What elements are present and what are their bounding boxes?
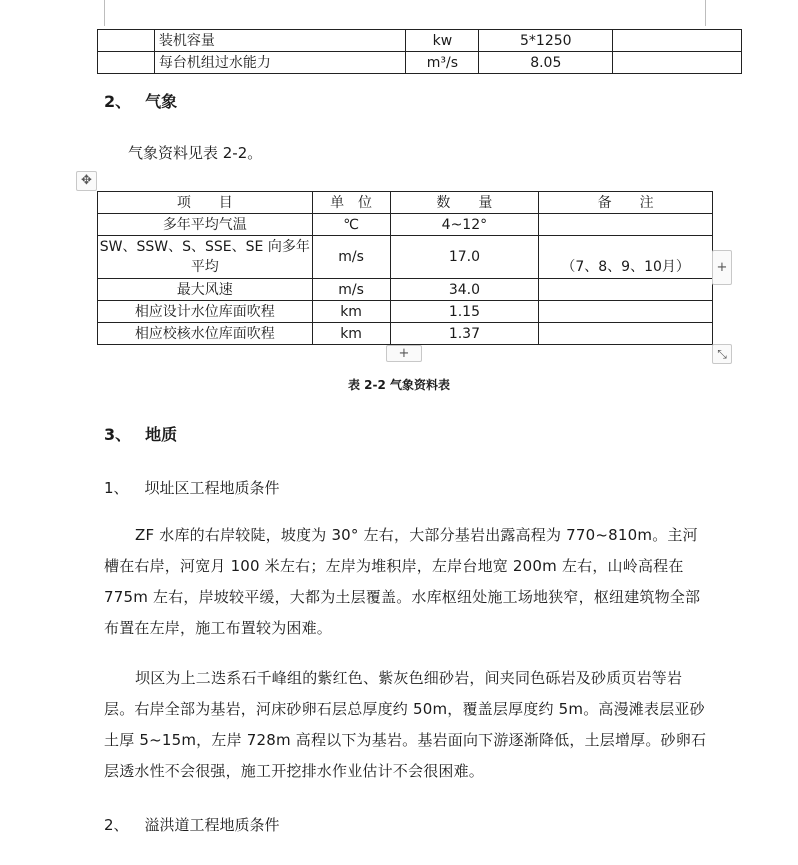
header-unit: 单 位: [312, 192, 390, 214]
margin-mark-left: [104, 0, 105, 26]
table-cell-value: 5*1250: [479, 30, 613, 52]
table-cell-note: [539, 279, 713, 301]
table-cell-value: 4~12°: [390, 214, 539, 236]
subheading-dam-site: [104, 477, 280, 498]
table-cell-item: 装机容量: [154, 30, 406, 52]
table-cell-unit: km: [312, 301, 390, 323]
table-cell-item: 相应校核水位库面吹程: [98, 323, 313, 345]
table-row: [98, 323, 713, 345]
table-cell-value: 17.0: [390, 236, 539, 279]
table-cell-value: 8.05: [479, 52, 613, 74]
section-heading-geology: [104, 422, 177, 445]
section-title: 地质: [145, 425, 178, 444]
table-row: [98, 301, 713, 323]
table-row: [98, 52, 742, 74]
table-row: [98, 279, 713, 301]
section-heading-climate: [104, 89, 177, 112]
table-cell-unit: kw: [406, 30, 479, 52]
table-cell-unit: km: [312, 323, 390, 345]
add-column-button[interactable]: +: [712, 250, 732, 285]
header-item: 项 目: [98, 192, 313, 214]
section-number: 3、: [104, 425, 132, 444]
table-caption: 表 2-2 气象资料表: [347, 378, 451, 392]
climate-table: [97, 191, 713, 345]
table-cell-item: SW、SSW、S、SSE、SE 向多年平均: [98, 236, 313, 279]
subheading-spillway: [104, 814, 280, 835]
table-cell-unit: m³/s: [406, 52, 479, 74]
add-row-button[interactable]: +: [386, 345, 422, 362]
subheading-number: 2、: [104, 816, 129, 834]
climate-intro-text: 气象资料见表 2-2。: [128, 144, 263, 162]
table-cell-note: （7、8、9、10月）: [539, 236, 713, 279]
table-move-handle-icon[interactable]: ✥: [76, 171, 97, 191]
section-title: 气象: [145, 92, 178, 111]
table-cell-item: 多年平均气温: [98, 214, 313, 236]
table-cell-note: [539, 323, 713, 345]
table-resize-handle-icon[interactable]: ⤡: [712, 344, 732, 364]
table-cell-note: [613, 30, 742, 52]
table-cell-item: 相应设计水位库面吹程: [98, 301, 313, 323]
table-cell-item: 最大风速: [98, 279, 313, 301]
table-row: [98, 30, 742, 52]
table-cell-unit: m/s: [312, 279, 390, 301]
table-header-row: [98, 192, 713, 214]
table-row: [98, 236, 713, 279]
table-cell-item: 每台机组过水能力: [154, 52, 406, 74]
table-cell-note: [539, 214, 713, 236]
table-cell-value: 34.0: [390, 279, 539, 301]
paragraph-strata: 坝区为上二迭系石千峰组的紫红色、紫灰色细砂岩，间夹同色砾岩及砂质页岩等岩层。右岸全部为基岩，河床砂卵石层总厚度约 50m，覆盖层厚度约 5m。高漫滩表层亚砂土厚 5~15m，左岸 728m 高程以下为基岩。基岩面向下游逐渐降低，土层增厚。砂卵石层透水性不会很强，施工开挖排水作业估计不会很困难。: [104, 669, 707, 780]
header-value: 数 量: [390, 192, 539, 214]
table-cell-note: [613, 52, 742, 74]
table-cell-value: 1.15: [390, 301, 539, 323]
power-table: [97, 29, 742, 74]
table-cell-unit: ℃: [312, 214, 390, 236]
table-cell-unit: m/s: [312, 236, 390, 279]
section-number: 2、: [104, 92, 132, 111]
table-cell-note: [539, 301, 713, 323]
paragraph-dam-site: ZF 水库的右岸较陡，坡度为 30° 左右，大部分基岩出露高程为 770~810m。主河槽在右岸，河宽月 100 米左右；左岸为堆积岸，左岸台地宽 200m 左右，山岭高程在 775m 左右，岸坡较平缓，大都为土层覆盖。水库枢纽处施工场地狭窄，枢纽建筑物全部布置在左岸，施工布置较为困难。: [104, 526, 701, 637]
subheading-title: 溢洪道工程地质条件: [144, 816, 280, 834]
subheading-number: 1、: [104, 479, 129, 497]
table-row: [98, 214, 713, 236]
subheading-title: 坝址区工程地质条件: [144, 479, 280, 497]
table-cell-value: 1.37: [390, 323, 539, 345]
margin-mark-right: [705, 0, 706, 26]
header-note: 备 注: [539, 192, 713, 214]
